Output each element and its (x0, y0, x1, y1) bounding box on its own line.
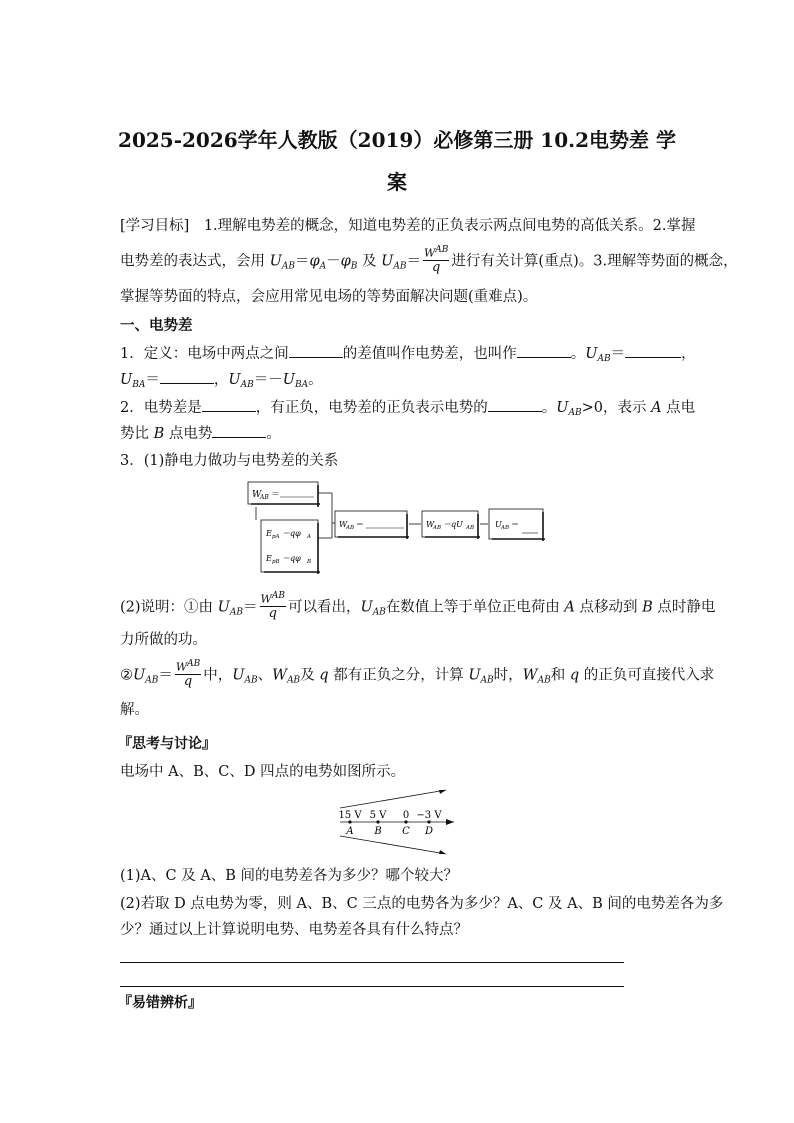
svg-text:E: E (266, 554, 272, 563)
blank-field[interactable] (517, 345, 571, 358)
explanation-line3: $②U_{AB}=$ $\frac{W^{AB}}{q}$ 中，$U_{AB}$、$W_{AB}$及 q 都有正负之分，计算 $U_{AB}$时，$W_{AB}$和 q 的正负可直接代入求 (120, 659, 715, 689)
svg-text:AB: AB (433, 525, 442, 531)
definition-line2: $U_{BA}=$ ，$U_{AB}=-U_{BA}$。 (120, 372, 323, 390)
learning-goals-line1: [学习目标] 1.理解电势差的概念，知道电势差的正负表示两点间电势的高低关系。2.掌握 (120, 218, 696, 234)
svg-text:W: W (252, 490, 262, 500)
learning-goals-line2: 电势差的表达式，会用 $U_{AB}=\varphi_A-\varphi_B$ 及 $U_{AB}=$ $\frac{W^{AB}}{q}$ 进行有关计算(重点)。3.理解等势面的概念， (120, 245, 738, 275)
potential-value-label: 15 V (338, 810, 362, 821)
answer-line[interactable] (120, 986, 624, 987)
potential-line-figure (336, 788, 460, 858)
item3-heading: 3．(1)静电力做功与电势差的关系 (120, 453, 339, 469)
point-label: B (374, 826, 382, 837)
svg-text:A: A (307, 534, 311, 540)
svg-text:pA: pA (272, 534, 280, 540)
field-line-lower (340, 836, 446, 854)
svg-text:AB: AB (466, 525, 475, 531)
blank-field[interactable] (625, 345, 681, 358)
svg-text:W: W (339, 520, 348, 529)
svg-text:＝qU: ＝qU (443, 520, 463, 529)
flow-box-w-diff (335, 511, 409, 539)
discussion-intro: 电场中 A、B、C、D 四点的电势如图所示。 (120, 764, 406, 780)
blank-field[interactable] (488, 399, 542, 412)
svg-text:＝: ＝ (511, 520, 519, 529)
svg-text:AB: AB (260, 494, 269, 501)
explanation-line4: 解。 (120, 702, 149, 718)
svg-text:＝qφ: ＝qφ (282, 554, 301, 563)
answer-line[interactable] (120, 962, 624, 963)
svg-text:W: W (426, 520, 435, 529)
flow-box-u (489, 509, 545, 541)
svg-text:＝qφ: ＝qφ (282, 529, 301, 538)
item2-line2: 势比 B 点电势 。 (120, 426, 281, 442)
question-2-line2: 少？通过以上计算说明电势、电势差各具有什么特点？ (120, 922, 468, 938)
blank-field[interactable] (160, 371, 214, 384)
mistakes-header: 『易错辨析』 (118, 995, 202, 1011)
explanation-line1: (2)说明：①由 $U_{AB}=$ $\frac{W^{AB}}{q}$ 可以看出，$U_{AB}$在数值上等于单位正电荷由 A 点移动到 B 点时静电 (120, 591, 716, 621)
learning-goals-line3: 掌握等势面的特点，会应用常见电场的等势面解决问题(重难点)。 (120, 289, 538, 305)
svg-text:pB: pB (272, 559, 280, 565)
svg-text:AB: AB (501, 525, 510, 531)
document-title-continued: 案 (387, 170, 407, 194)
discussion-header: 『思考与讨论』 (118, 736, 216, 752)
svg-text:＝: ＝ (271, 490, 281, 500)
point-label: A (346, 826, 354, 837)
section-heading: 一、电势差 (120, 317, 193, 334)
svg-text:U: U (495, 520, 502, 529)
field-line-upper (340, 790, 446, 808)
document-title: 2025-2026学年人教版（2019）必修第三册 10.2电势差 学 (118, 128, 676, 152)
svg-text:E: E (266, 529, 272, 538)
explanation-line2: 力所做的功。 (120, 632, 207, 648)
work-potential-flow-diagram (244, 478, 550, 578)
definition-line1: 1．定义：电场中两点之间 的差值叫作电势差，也叫作 。$U_{AB}=$ ， (120, 346, 696, 364)
item2-line1: 2．电势差是 ，有正负，电势差的正负表示电势的 。$U_{AB}>0$，表示 A 点电 (120, 400, 696, 418)
flow-box-energy (261, 520, 320, 574)
svg-text:AB: AB (346, 525, 355, 531)
flow-box-wqu (422, 511, 480, 539)
question-1: (1)A、C 及 A、B 间的电势差各为多少？哪个较大？ (120, 868, 459, 884)
potential-value-label: 0 (402, 810, 410, 821)
svg-text:＝: ＝ (356, 520, 364, 529)
point-label: C (402, 826, 410, 837)
blank-field[interactable] (289, 345, 343, 358)
flow-box-w (248, 482, 320, 507)
potential-value-label: −3 V (416, 810, 442, 821)
svg-text:B: B (307, 559, 312, 565)
point-label: D (424, 826, 434, 837)
question-2-line1: (2)若取 D 点电势为零，则 A、B、C 三点的电势各为多少？A、C 及 A、B 间的电势差各为多 (120, 896, 724, 912)
potential-value-label: 5 V (369, 810, 387, 821)
blank-field[interactable] (202, 399, 256, 412)
blank-field[interactable] (212, 425, 266, 438)
